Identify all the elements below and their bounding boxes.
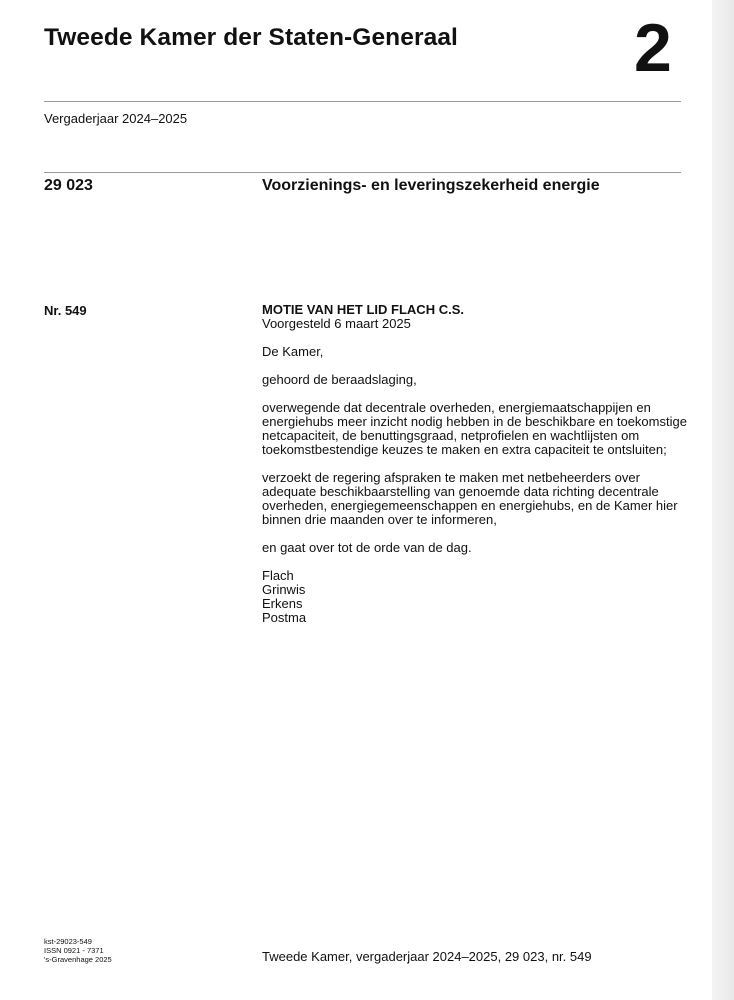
request-line: verzoekt de regering afspraken te maken met netbeheerders over <box>262 470 640 485</box>
session-year: Vergaderjaar 2024–2025 <box>44 111 188 126</box>
signer-name: Erkens <box>262 596 303 611</box>
signer-name: Grinwis <box>262 582 306 597</box>
request-clause <box>262 471 702 527</box>
parliament-title: Tweede Kamer der Staten-Generaal <box>44 24 458 51</box>
colophon <box>44 937 112 964</box>
motion-body <box>262 303 702 625</box>
kst-code: kst-29023-549 <box>44 937 92 946</box>
dossier-number: 29 023 <box>44 177 93 194</box>
salutation: De Kamer, <box>262 344 324 359</box>
signers-list <box>262 569 702 625</box>
heard-clause: gehoord de beraadslaging, <box>262 372 417 387</box>
signer-name: Flach <box>262 568 294 583</box>
request-line: binnen drie maanden over te informeren, <box>262 512 497 527</box>
considering-line: energiehubs meer inzicht nodig hebben in de beschikbare en toekomstige <box>262 414 687 429</box>
page-footer: Tweede Kamer, vergaderjaar 2024–2025, 29 023, nr. 549 <box>262 949 592 964</box>
issn: ISSN 0921 - 7371 <box>44 946 104 955</box>
page-edge-shadow <box>712 0 734 1000</box>
considering-line: netcapaciteit, de benuttingsgraad, netprofielen en wachtlijsten om <box>262 428 640 443</box>
closing-clause: en gaat over tot de orde van de dag. <box>262 540 472 555</box>
request-line: adequate beschikbaarstelling van genoemde data richting decentrale <box>262 484 659 499</box>
publication-place: 's-Gravenhage 2025 <box>44 955 112 964</box>
dossier-divider <box>44 172 681 173</box>
document-number: Nr. 549 <box>44 303 87 318</box>
motion-title: MOTIE VAN HET LID FLACH C.S. <box>262 302 464 317</box>
proposed-date: Voorgesteld 6 maart 2025 <box>262 316 411 331</box>
considering-clause <box>262 401 702 457</box>
request-line: overheden, energiegemeenschappen en energiehubs, en de Kamer hier <box>262 498 678 513</box>
signer-name: Postma <box>262 610 307 625</box>
chamber-number: 2 <box>634 10 672 86</box>
considering-line: overwegende dat decentrale overheden, energiemaatschappijen en <box>262 400 651 415</box>
dossier-title: Voorzienings- en leveringszekerheid energie <box>262 177 600 194</box>
header-divider <box>44 101 681 102</box>
considering-line: toekomstbestendige keuzes te maken en extra capaciteit te ontsluiten; <box>262 442 667 457</box>
